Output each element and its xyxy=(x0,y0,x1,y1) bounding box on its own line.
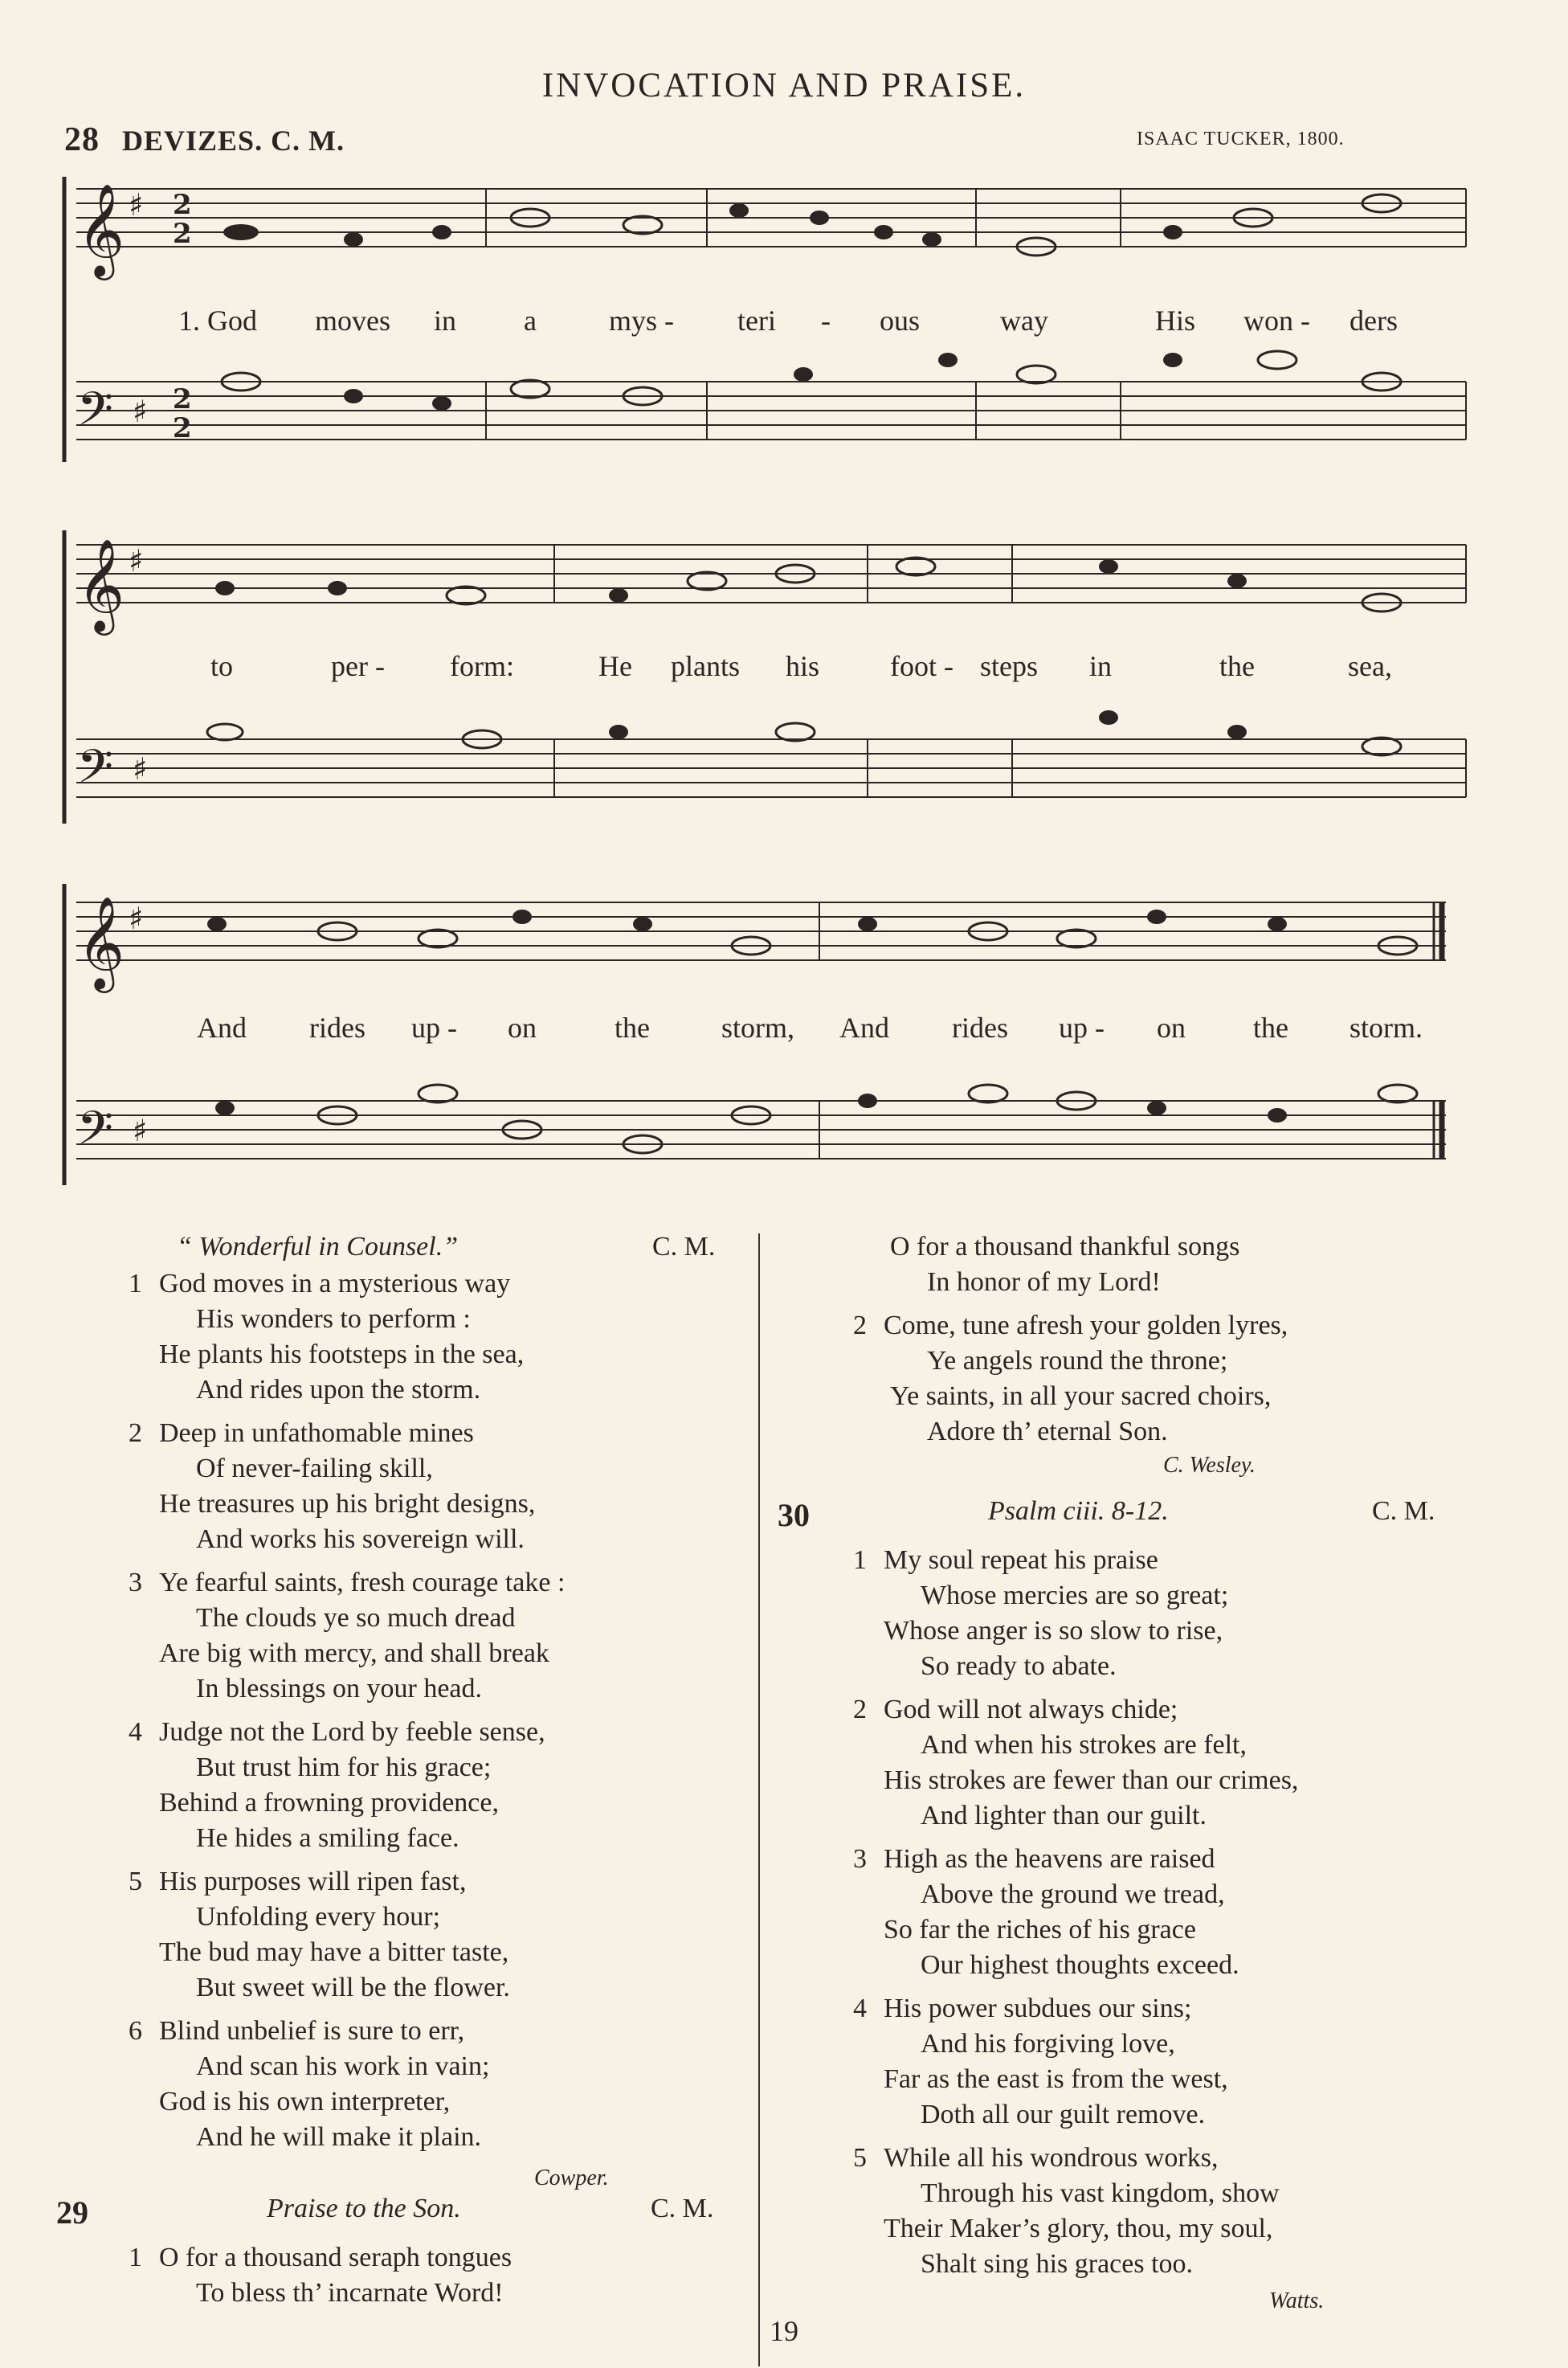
svg-text:♯: ♯ xyxy=(133,1112,148,1148)
svg-text:2: 2 xyxy=(173,412,192,444)
verse-line: So far the riches of his grace xyxy=(884,1915,1196,1945)
verse-line: Through his vast kingdom, show xyxy=(921,2178,1280,2208)
svg-text:♯: ♯ xyxy=(129,542,144,579)
hymn-30-author: Watts. xyxy=(1269,2288,1325,2313)
lyric: moves xyxy=(315,305,390,337)
verse-line: Are big with mercy, and shall break xyxy=(159,1638,549,1668)
verse-line: He treasures up his bright designs, xyxy=(159,1489,536,1519)
verse-line: O for a thousand thankful songs xyxy=(890,1232,1240,1262)
lyric: in xyxy=(434,305,457,337)
tune-name: DEVIZES. C. M. xyxy=(122,125,345,157)
lyric: a xyxy=(524,305,537,337)
verse-line: In honor of my Lord! xyxy=(927,1267,1161,1297)
lyric: storm. xyxy=(1350,1012,1423,1044)
verse-line: So ready to abate. xyxy=(921,1651,1117,1681)
stanza-number: 1 xyxy=(129,1269,142,1299)
verse-line: And lighter than our guilt. xyxy=(921,1801,1207,1830)
stanza-number: 3 xyxy=(129,1568,142,1597)
verse-line: Adore th’ eternal Son. xyxy=(927,1417,1168,1446)
svg-text:♯: ♯ xyxy=(133,750,148,787)
lyric: won - xyxy=(1243,305,1310,337)
verse-line: Behind a frowning providence, xyxy=(159,1788,499,1818)
verse-line: Of never-failing skill, xyxy=(196,1454,433,1483)
lyrics-system-1 xyxy=(0,304,1568,341)
lyric: ders xyxy=(1350,305,1398,337)
verse-line: And rides upon the storm. xyxy=(196,1375,481,1405)
hymn-30-number: 30 xyxy=(778,1497,810,1533)
lyric: And xyxy=(839,1012,889,1044)
lyric: his xyxy=(786,650,820,682)
hymn-30-title: Psalm ciii. 8-12. xyxy=(988,1496,1169,1526)
verse-line: Blind unbelief is sure to err, xyxy=(159,2016,465,2046)
svg-text:♯: ♯ xyxy=(129,186,144,223)
verse-line: And he will make it plain. xyxy=(196,2122,482,2152)
hymn-28-stanza-5 xyxy=(129,1864,747,2006)
svg-text:𝄞: 𝄞 xyxy=(77,895,125,989)
verse-line: And scan his work in vain; xyxy=(196,2051,490,2081)
hymn-30-stanza-2 xyxy=(853,1692,1560,1834)
hymn-30-stanza-5 xyxy=(853,2141,1560,2282)
verse-line: Far as the east is from the west, xyxy=(884,2064,1228,2094)
verse-line: To bless th’ incarnate Word! xyxy=(196,2278,504,2308)
lyric: rides xyxy=(952,1012,1008,1044)
hymn-28-title: “ Wonderful in Counsel.” xyxy=(177,1232,459,1262)
lyric: He xyxy=(598,650,632,682)
lyric: storm, xyxy=(721,1012,795,1044)
stanza-number: 4 xyxy=(853,1994,867,2023)
hymn-28-stanza-4 xyxy=(129,1715,747,1856)
svg-text:𝄢: 𝄢 xyxy=(77,382,114,448)
lyric: mys - xyxy=(609,305,674,337)
hymn-28-heading xyxy=(129,1229,747,1266)
lyric: rides xyxy=(309,1012,365,1044)
hymn-28-stanza-2 xyxy=(129,1416,747,1557)
column-divider xyxy=(758,1233,760,2366)
stanza-number: 2 xyxy=(853,1311,867,1340)
hymn-28-stanza-6 xyxy=(129,2014,747,2155)
page-number: 19 xyxy=(770,2315,798,2347)
verse-line: The clouds ye so much dread xyxy=(196,1603,516,1633)
stanza-number: 6 xyxy=(129,2016,142,2046)
verse-line: In blessings on your head. xyxy=(196,1674,483,1703)
stanza-number: 5 xyxy=(129,1867,142,1896)
verse-line: Deep in unfathomable mines xyxy=(159,1418,474,1448)
stanza-number: 3 xyxy=(853,1844,867,1874)
verse-line: Come, tune afresh your golden lyres, xyxy=(884,1311,1288,1340)
svg-text:𝄢: 𝄢 xyxy=(77,739,114,805)
lyric: sea, xyxy=(1348,650,1392,682)
hymn-29-author: C. Wesley. xyxy=(1163,1453,1256,1478)
verse-line: Shalt sing his graces too. xyxy=(921,2249,1194,2279)
lyric: up - xyxy=(411,1012,457,1044)
svg-text:2: 2 xyxy=(173,189,192,221)
hymn-30-stanza-1 xyxy=(853,1543,1560,1684)
lyric: per - xyxy=(331,650,385,682)
verse-line: His power subdues our sins; xyxy=(884,1994,1192,2023)
svg-text:♯: ♯ xyxy=(133,393,148,429)
verse-line: Unfolding every hour; xyxy=(196,1902,441,1932)
verse-line: Their Maker’s glory, thou, my soul, xyxy=(884,2214,1273,2243)
hymn-29-meter: C. M. xyxy=(651,2194,714,2223)
verse-line: Whose mercies are so great; xyxy=(921,1581,1229,1610)
lyric: on xyxy=(1157,1012,1186,1044)
verse-line: God moves in a mysterious way xyxy=(159,1269,511,1299)
lyric: foot - xyxy=(890,650,953,682)
stanza-number: 4 xyxy=(129,1717,142,1747)
verse-line: While all his wondrous works, xyxy=(884,2143,1219,2173)
hymn-28-stanza-1 xyxy=(129,1266,747,1408)
hymn-28-author: Cowper. xyxy=(534,2166,609,2190)
hymn-29-title: Praise to the Son. xyxy=(267,2194,461,2223)
svg-text:𝄞: 𝄞 xyxy=(77,182,125,276)
verse-line: And when his strokes are felt, xyxy=(921,1730,1247,1760)
lyric: steps xyxy=(980,650,1038,682)
lyric: the xyxy=(1253,1012,1288,1044)
lyrics-system-2 xyxy=(0,649,1568,686)
verse-line: He plants his footsteps in the sea, xyxy=(159,1339,525,1369)
stanza-number: 2 xyxy=(853,1695,867,1724)
stanza-number: 2 xyxy=(129,1418,142,1448)
verse-line: He hides a smiling face. xyxy=(196,1823,459,1853)
lyric: His xyxy=(1155,305,1196,337)
verse-line: But trust him for his grace; xyxy=(196,1752,492,1782)
verse-line: The bud may have a bitter taste, xyxy=(159,1937,509,1967)
verse-line: His wonders to perform : xyxy=(196,1304,471,1334)
hymn-28-stanza-3 xyxy=(129,1565,747,1707)
verse-line: His purposes will ripen fast, xyxy=(159,1867,467,1896)
lyric: the xyxy=(615,1012,650,1044)
lyric: ous xyxy=(880,305,921,337)
verse-line: My soul repeat his praise xyxy=(884,1545,1158,1575)
verse-line: Our highest thoughts exceed. xyxy=(921,1950,1239,1980)
stanza-number: 5 xyxy=(853,2143,867,2173)
lyric: the xyxy=(1219,650,1255,682)
verse-line: And his forgiving love, xyxy=(921,2029,1175,2059)
page-header: INVOCATION AND PRAISE. xyxy=(541,67,1027,104)
hymn-30-stanza-4 xyxy=(853,1991,1560,2133)
verse-line: Ye fearful saints, fresh courage take : xyxy=(159,1568,566,1597)
lyric: And xyxy=(197,1012,247,1044)
hymn-29-number: 29 xyxy=(56,2194,88,2231)
lyric: form: xyxy=(450,650,514,682)
verse-line: Ye angels round the throne; xyxy=(927,1346,1228,1376)
svg-text:𝄢: 𝄢 xyxy=(77,1101,114,1167)
verse-line: High as the heavens are raised xyxy=(884,1844,1215,1874)
stanza-number: 1 xyxy=(129,2243,142,2272)
verse-line: God will not always chide; xyxy=(884,1695,1178,1724)
lyric: plants xyxy=(671,650,740,682)
stanza-number: 1 xyxy=(853,1545,867,1575)
hymn-30-meter: C. M. xyxy=(1372,1496,1435,1526)
verse-line: But sweet will be the flower. xyxy=(196,1973,510,2002)
svg-text:♯: ♯ xyxy=(129,900,144,936)
verse-line: God is his own interpreter, xyxy=(159,2087,451,2116)
tune-composer: ISAAC TUCKER, 1800. xyxy=(1137,129,1345,149)
lyric: up - xyxy=(1059,1012,1105,1044)
right-column xyxy=(853,1229,1560,1450)
hymn-29-stanza-1 xyxy=(129,2240,755,2311)
hymn-30-text xyxy=(853,1543,1560,2282)
verse-line: Above the ground we tread, xyxy=(921,1879,1225,1909)
svg-text:𝄞: 𝄞 xyxy=(77,538,125,632)
lyric: to xyxy=(210,650,234,682)
hymn-29-heading xyxy=(56,2194,747,2231)
lyric: 1. God xyxy=(178,305,257,337)
verse-line: Ye saints, in all your sacred choirs, xyxy=(890,1381,1272,1411)
verse-line: Judge not the Lord by feeble sense, xyxy=(159,1717,545,1747)
hymn-number: 28 xyxy=(64,121,100,158)
lyric: on xyxy=(508,1012,537,1044)
verse-line: His strokes are fewer than our crimes, xyxy=(884,1765,1299,1795)
lyric: teri xyxy=(737,305,776,337)
verse-line: O for a thousand seraph tongues xyxy=(159,2243,512,2272)
lyric: in xyxy=(1089,650,1113,682)
lyric: - xyxy=(821,305,831,337)
hymn-28-meter: C. M. xyxy=(652,1232,716,1262)
hymn-30-stanza-3 xyxy=(853,1842,1560,1983)
svg-text:2: 2 xyxy=(173,218,192,250)
lyric: way xyxy=(1000,305,1048,337)
svg-text:2: 2 xyxy=(173,383,192,415)
left-column xyxy=(129,1229,747,2155)
lyrics-system-3 xyxy=(0,1011,1568,1048)
verse-line: Doth all our guilt remove. xyxy=(921,2100,1206,2129)
verse-line: And works his sovereign will. xyxy=(196,1524,525,1554)
hymn-30-heading xyxy=(778,1496,1549,1533)
verse-line: Whose anger is so slow to rise, xyxy=(884,1616,1223,1646)
